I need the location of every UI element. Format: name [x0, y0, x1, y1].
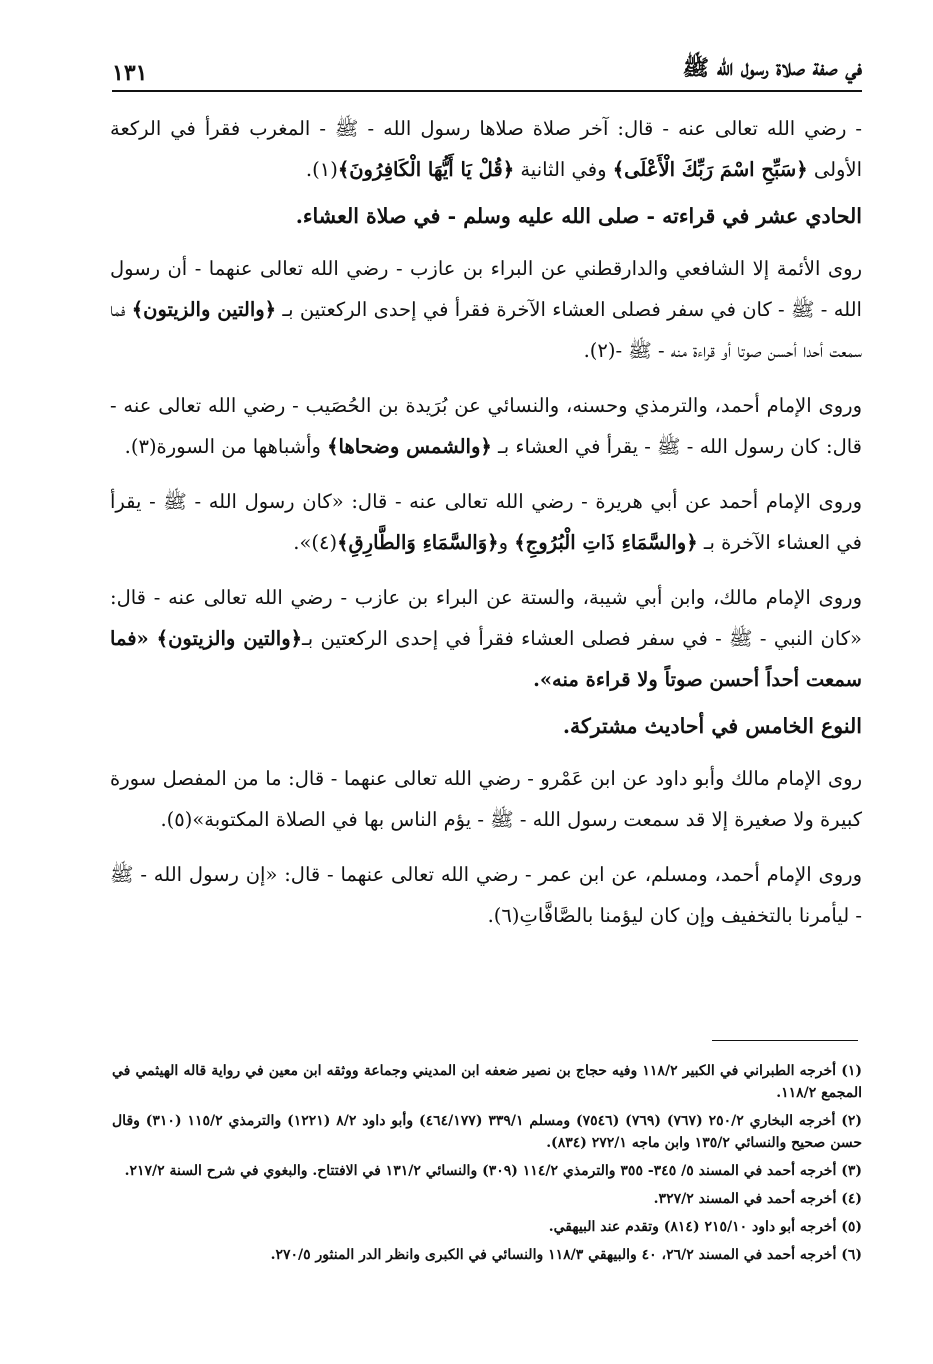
footnote: (١) أخرجه الطبراني في الكبير ١١٨/٢ وفيه حجاج بن نصير ضعفه ابن المديني وجماعة ووثقه ابن معين في رواية قاله الهيثمي في المجمع ١١٨/٢.: [112, 1063, 862, 1101]
section-heading: النوع الخامس في أحاديث مشتركة.: [562, 714, 862, 738]
running-title: في صفة صلاة رسول الله ﷺ: [682, 55, 862, 81]
footnotes: [112, 1060, 862, 1272]
footnote-ref: (١).: [305, 158, 338, 181]
paragraph-3-text: وروى الإمام أحمد، والترمذي وحسنه، والنسائي عن بُرَيدة بن الحُصَيب - رضي الله تعالى عنه - قال: كان رسول الله - ﷺ - يقرأ في العشاء بـ: [110, 394, 862, 458]
paragraph-4-text: وروى الإمام أحمد عن أبي هريرة - رضي الله تعالى عنه - قال: «كان رسول الله - ﷺ - يقرأ في العشاء الآخرة بـ: [110, 490, 862, 554]
quran-verse: ﴿سَبِّحِ اسْمَ رَبِّكَ الْأَعْلَى﴾: [612, 158, 808, 181]
footnote-ref: (٤)».: [293, 531, 338, 554]
paragraph-5-end: «فما سمعت أحداً أحسن صوتاً ولا قراءة منه».: [110, 627, 862, 691]
paragraph-1: [110, 108, 862, 190]
paragraph-2: [110, 248, 862, 371]
footnote-divider: [712, 1040, 858, 1041]
paragraph-6: [110, 758, 862, 840]
quran-verse: ﴿والشمس وضحاها﴾: [327, 435, 492, 458]
quran-verse: ﴿والتين والزيتون﴾: [131, 298, 277, 321]
page-header: [112, 52, 862, 92]
page-number: ١٣١: [112, 60, 148, 86]
quran-verse: ﴿وَالسَّمَاءِ وَالطَّارِقِ﴾: [337, 531, 499, 554]
paragraph-2-text: روى الأئمة إلا الشافعي والدارقطني عن البراء بن عازب - رضي الله تعالى عنهما - أن رسول الله - ﷺ - كان في سفر فصلى العشاء الآخرة فقرأ في إحدى الركعتين بـ: [110, 257, 862, 321]
footnote: (٦) أخرجه أحمد في المسند ٢٦/٢، ٤٠ والبيهقي ١١٨/٣ والنسائي في الكبرى وانظر الدر المنثور ٢٧٠/٥.: [270, 1247, 862, 1263]
paragraph-3-end: وأشباهها من السورة(٣).: [124, 435, 328, 458]
footnote: (٥) أخرجه أبو داود ٢١٥/١٠ (٨١٤) وتقدم عند البيهقي.: [548, 1219, 862, 1235]
section-heading: الحادي عشر في قراءته - صلى الله عليه وسلم - في صلاة العشاء.: [295, 204, 862, 228]
footnote: (٢) أخرجه البخاري ٢٥٠/٢ (٧٦٧) (٧٦٩) (٧٥٤٦) ومسلم ٣٣٩/١ (٤٦٤/١٧٧) وأبو داود ٨/٢ (١٢٢١) والترمذي ١١٥/٢ (٣١٠) وقال حسن صحيح والنسائي ١٣٥/٢ وابن ماجه ٢٧٢/١ (٨٣٤).: [112, 1113, 862, 1151]
quran-verse: ﴿والتين والزيتون﴾: [156, 627, 303, 650]
paragraph-5: [110, 577, 862, 700]
paragraph-4-mid: و: [498, 531, 515, 554]
footnote: (٣) أخرجه أحمد في المسند ٥/ ٣٤٥- ٣٥٥ والترمذي ١١٤/٢ (٣٠٩) والنسائي ١٣١/٢ في الافتتاح. والبغوي في شرح السنة ٢١٧/٢.: [124, 1163, 862, 1179]
paragraph-4: [110, 481, 862, 563]
paragraph-3: [110, 385, 862, 467]
paragraph-7: [110, 854, 862, 936]
paragraph-6-text: روى الإمام مالك وأبو داود عن ابن عَمْرو - رضي الله تعالى عنهما - قال: ما من المفصل سورة كبيرة ولا صغيرة إلا قد سمعت رسول الله - ﷺ - يؤم الناس بها في الصلاة المكتوبة»(٥).: [110, 767, 862, 831]
footnote: (٤) أخرجه أحمد في المسند ٣٢٧/٢.: [653, 1191, 862, 1207]
paragraph-2-end: فما سمعت أحدا أحسن صوتا أو قراءة منه - ﷺ -(٢).: [110, 298, 862, 362]
paragraph-1-text: - رضي الله تعالى عنه - قال: آخر صلاة صلاها رسول الله - ﷺ - المغرب فقرأ في الركعة الأولى: [110, 117, 862, 181]
quran-verse: ﴿قُلْ يَا أَيُّهَا الْكَافِرُونَ﴾: [337, 158, 515, 181]
paragraph-1-mid: وفي الثانية: [514, 158, 613, 181]
paragraph-5-text: وروى الإمام مالك، وابن أبي شيبة، والستة عن البراء بن عازب - رضي الله تعالى عنه - قال: «كان النبي - ﷺ - في سفر فصلى العشاء فقرأ في إحدى الركعتين بـ: [110, 586, 862, 650]
quran-verse: ﴿والسَّمَاءِ ذَاتِ الْبُرُوجِ﴾: [514, 531, 698, 554]
main-text: [110, 108, 862, 950]
paragraph-7-text: وروى الإمام أحمد، ومسلم، عن ابن عمر - رضي الله تعالى عنهما - قال: «إن رسول الله - ﷺ - ليأمرنا بالتخفيف وإن كان ليؤمنا بالصَّافَّاتِ(٦).: [110, 863, 862, 927]
